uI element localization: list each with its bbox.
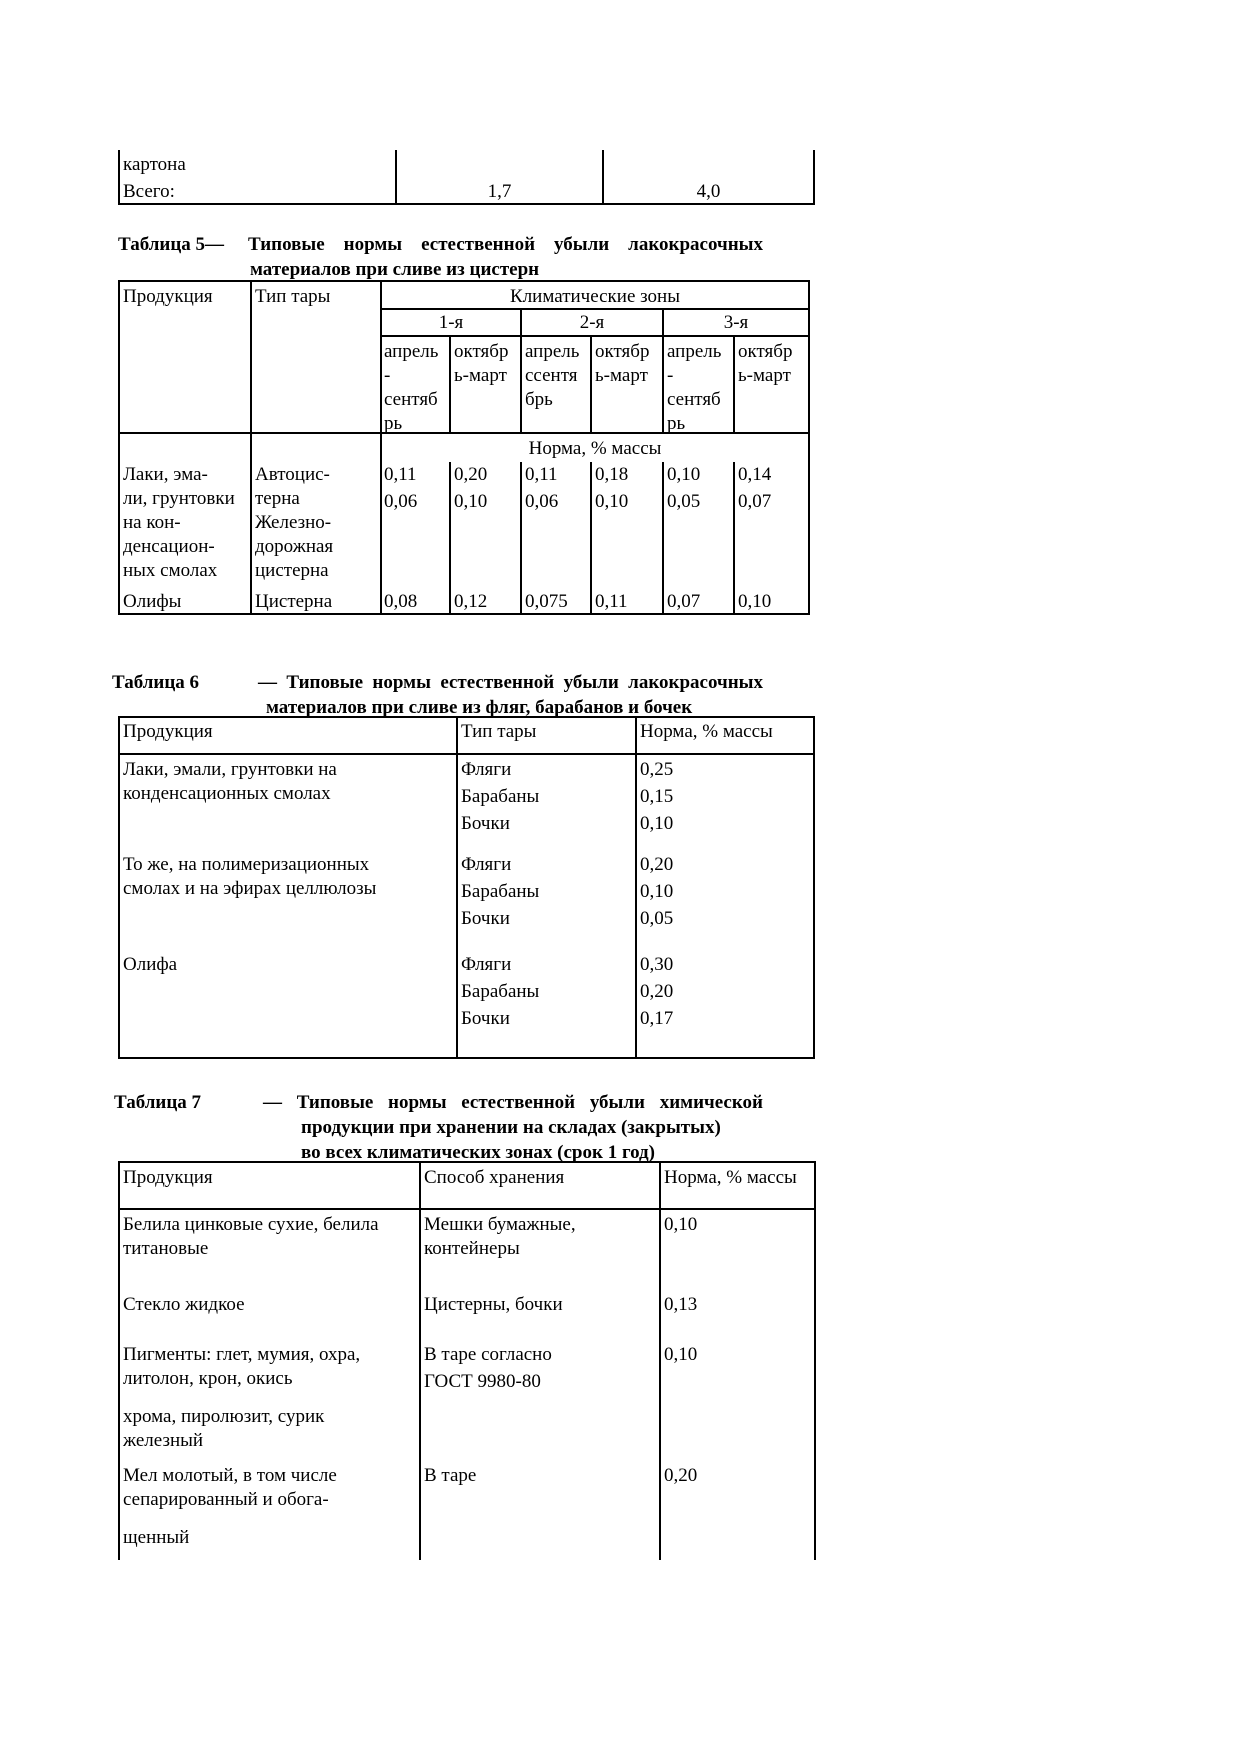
t6-tare: Бочки (461, 1008, 510, 1029)
t7-header-method: Способ хранения (424, 1167, 565, 1188)
t5-value: 0,10 (738, 591, 772, 612)
t5-value: 0,11 (525, 464, 558, 485)
t6-tare: Фляги (461, 759, 512, 780)
t5-period-4-line: ь-март (595, 365, 648, 386)
t5-value: 0,07 (667, 591, 701, 612)
t6-tare: Бочки (461, 813, 510, 834)
t5-period-1 (384, 340, 438, 436)
t6-row3-product: Олифа (123, 954, 178, 975)
t6-row3-norms (640, 951, 673, 1032)
t6-row1-product (123, 758, 337, 806)
t5-period-5-line: рь (667, 413, 686, 434)
t6-tare: Бочки (461, 908, 510, 929)
t7-product-line: Мел молотый, в том числе (123, 1465, 337, 1486)
t7-row3-product (123, 1343, 360, 1391)
t5-value: 0,10 (454, 491, 488, 512)
t7-product-line: сепарированный и обога- (123, 1489, 329, 1510)
t6-row3-tares (461, 951, 539, 1032)
t5-col-tare-border (250, 280, 252, 615)
t7-col3-border (659, 1161, 661, 1560)
table5-caption-line1: Типовые нормы естественной убыли лакокрасочных (248, 234, 763, 255)
t5-value: 0,075 (525, 591, 568, 612)
t6-norm: 0,20 (640, 854, 674, 875)
t5-row1-product-line: денсацион- (123, 536, 215, 557)
t5-row1-tare-line: терна (255, 488, 300, 509)
t5-row1-tare (255, 463, 333, 583)
table7-caption-line1: — Типовые нормы естественной убыли химической (263, 1092, 763, 1113)
t5-value: 0,11 (384, 464, 417, 485)
t6-tare: Фляги (461, 854, 512, 875)
t5-right-border (808, 280, 810, 615)
t5-value: 0,12 (454, 591, 488, 612)
t5-zone-names-divider (380, 335, 809, 337)
t6-left-border (118, 716, 120, 1059)
t7-product-line: титановые (123, 1238, 209, 1259)
t6-row1-tares (461, 756, 539, 837)
t5-zone-2: 2-я (579, 312, 605, 333)
t6-norm: 0,10 (640, 813, 674, 834)
t6-col2-border (456, 716, 458, 1059)
t5-period-5-line: сентяб (667, 389, 721, 410)
t7-row6-product: щенный (123, 1527, 190, 1548)
t6-tare: Барабаны (461, 981, 540, 1002)
t5-row1-product-line: ных смолах (123, 560, 218, 581)
t7-header-bottom (118, 1208, 815, 1210)
table6-caption-line2: материалов при сливе из фляг, барабанов и бочек (266, 697, 693, 718)
t7-top-border (118, 1161, 815, 1163)
t7-method-line: контейнеры (424, 1238, 520, 1259)
t5-body-border-3 (590, 462, 592, 613)
t6-header-product: Продукция (123, 721, 213, 742)
t5-value: 0,14 (738, 464, 772, 485)
t5-period-6-line: ь-март (738, 365, 791, 386)
t7-row2-method: Цистерны, бочки (424, 1294, 563, 1315)
t7-product-line: железный (123, 1430, 204, 1451)
t6-header-norm: Норма, % массы (640, 721, 773, 742)
t7-method-line: В таре согласно (424, 1344, 552, 1365)
t7-header-norm: Норма, % массы (664, 1167, 797, 1188)
t5-row1-product-line: на кон- (123, 512, 181, 533)
top-left-border (118, 150, 120, 205)
t7-row1-product (123, 1213, 379, 1261)
t5-row1-tare-line: цистерна (255, 560, 329, 581)
t6-bottom-border (118, 1057, 814, 1059)
t6-row2-product-line: смолах и на эфирах целлюлозы (123, 878, 377, 899)
t5-period-3 (525, 340, 579, 412)
t5-period-3-line: брь (525, 389, 553, 410)
t5-period-border-2 (590, 335, 592, 433)
t5-period-5-line: апрель (667, 341, 722, 362)
t5-row2-product: Олифы (123, 591, 182, 612)
t7-left-border (118, 1161, 120, 1560)
t6-right-border (813, 716, 815, 1059)
t5-period-5 (667, 340, 721, 436)
table7-caption-line2: продукции при хранении на складах (закрытых) (301, 1117, 721, 1138)
t6-header-tare: Тип тары (461, 721, 537, 742)
t7-method-line: Мешки бумажные, (424, 1214, 576, 1235)
t5-value: 0,08 (384, 591, 418, 612)
t5-period-3-line: ссентя (525, 365, 578, 386)
t6-norm: 0,30 (640, 954, 674, 975)
t5-row1-product (123, 463, 235, 583)
t5-header-tare: Тип тары (255, 286, 331, 307)
top-right-border (813, 150, 815, 205)
t6-norm: 0,05 (640, 908, 674, 929)
t7-row5-norm: 0,20 (664, 1465, 698, 1486)
t7-row3-norm: 0,10 (664, 1344, 698, 1365)
t6-row2-product (123, 853, 376, 901)
t5-value: 0,20 (454, 464, 488, 485)
t5-period-2 (454, 340, 508, 388)
t6-row1-product-line: Лаки, эмали, грунтовки на (123, 759, 337, 780)
t6-header-bottom (118, 753, 814, 755)
t5-period-border-1 (449, 335, 451, 433)
t5-period-border-3 (733, 335, 735, 433)
t5-period-3-line: апрель (525, 341, 580, 362)
t5-period-6 (738, 340, 792, 388)
t7-method-line: ГОСТ 9980-80 (424, 1371, 541, 1392)
total-value-2: 4,0 (696, 181, 721, 202)
t5-header-zones: Климатические зоны (510, 286, 680, 307)
t5-period-5-line: - (667, 365, 674, 386)
t5-value: 0,05 (667, 491, 701, 512)
table6-caption-line1: — Типовые нормы естественной убыли лакокрасочных (258, 672, 763, 693)
t6-top-border (118, 716, 814, 718)
total-label: Всего: (123, 181, 175, 202)
t7-right-border (814, 1161, 816, 1560)
t7-product-line: Пигменты: глет, мумия, охра, (123, 1344, 361, 1365)
t5-body-border-4 (662, 462, 664, 613)
t6-norm: 0,17 (640, 1008, 674, 1029)
t6-norm: 0,25 (640, 759, 674, 780)
t5-row2-tare: Цистерна (255, 591, 333, 612)
t7-row5-method: В таре (424, 1465, 477, 1486)
t5-value: 0,11 (595, 591, 628, 612)
t5-value: 0,10 (595, 491, 629, 512)
t5-period-4-line: октябр (595, 341, 650, 362)
t5-period-1-line: апрель (384, 341, 439, 362)
t6-row1-product-line: конденсационных смолах (123, 783, 331, 804)
t6-norm: 0,10 (640, 881, 674, 902)
t6-tare: Фляги (461, 954, 512, 975)
t5-body-border-5 (733, 462, 735, 613)
t6-tare: Барабаны (461, 881, 540, 902)
t6-norm: 0,15 (640, 786, 674, 807)
t7-row3-method (424, 1341, 552, 1395)
t5-value: 0,06 (525, 491, 559, 512)
table5-caption-num: Таблица 5— (118, 234, 225, 255)
t5-row1-tare-line: Автоцис- (255, 464, 330, 485)
table7-caption-num: Таблица 7 (114, 1092, 202, 1113)
t5-left-border (118, 280, 120, 615)
t7-row4-product (123, 1405, 324, 1453)
t5-zone-3: 3-я (723, 312, 749, 333)
total-value-1: 1,7 (487, 181, 512, 202)
t5-value: 0,06 (384, 491, 418, 512)
t5-row1-tare-line: дорожная (255, 536, 334, 557)
t5-norm-header: Норма, % массы (528, 438, 662, 459)
t5-period-6-line: октябр (738, 341, 793, 362)
t5-header-product: Продукция (123, 286, 213, 307)
t6-row1-norms (640, 756, 673, 837)
t6-row2-product-line: То же, на полимеризационных (123, 854, 370, 875)
t5-top-border (118, 280, 809, 282)
t7-col2-border (419, 1161, 421, 1560)
t7-row5-product (123, 1464, 337, 1512)
t7-product-line: хрома, пиролюзит, сурик (123, 1406, 325, 1427)
t5-period-1-line: сентяб (384, 389, 438, 410)
t5-zone-1: 1-я (438, 312, 464, 333)
t5-value: 0,18 (595, 464, 629, 485)
t5-period-1-line: рь (384, 413, 403, 434)
t7-header-product: Продукция (123, 1167, 213, 1188)
table5-caption-line2: материалов при сливе из цистерн (250, 259, 540, 280)
t7-row1-method (424, 1213, 576, 1261)
t5-row1-product-line: Лаки, эма- (123, 464, 208, 485)
top-row-label: картона (123, 154, 186, 175)
t5-body-border-2 (520, 462, 522, 613)
t6-tare: Барабаны (461, 786, 540, 807)
t5-period-2-line: ь-март (454, 365, 507, 386)
t5-period-4 (595, 340, 649, 388)
t6-col3-border (635, 716, 637, 1059)
t6-row2-norms (640, 851, 673, 932)
t6-row2-tares (461, 851, 539, 932)
table7-caption-line3: во всех климатических зонах (срок 1 год) (301, 1142, 655, 1163)
t5-value: 0,07 (738, 491, 772, 512)
t5-period-1-line: - (384, 365, 391, 386)
t7-row2-norm: 0,13 (664, 1294, 698, 1315)
t5-row1-tare-line: Железно- (255, 512, 332, 533)
t7-product-line: литолон, крон, окись (123, 1368, 293, 1389)
table6-caption-num: Таблица 6 (112, 672, 200, 693)
t5-body-border-1 (449, 462, 451, 613)
t5-value: 0,10 (667, 464, 701, 485)
t5-period-2-line: октябр (454, 341, 509, 362)
t7-row1-norm: 0,10 (664, 1214, 698, 1235)
t6-norm: 0,20 (640, 981, 674, 1002)
t7-row2-product: Стекло жидкое (123, 1294, 245, 1315)
t7-product-line: Белила цинковые сухие, белила (123, 1214, 379, 1235)
t5-row1-product-line: ли, грунтовки (123, 488, 235, 509)
